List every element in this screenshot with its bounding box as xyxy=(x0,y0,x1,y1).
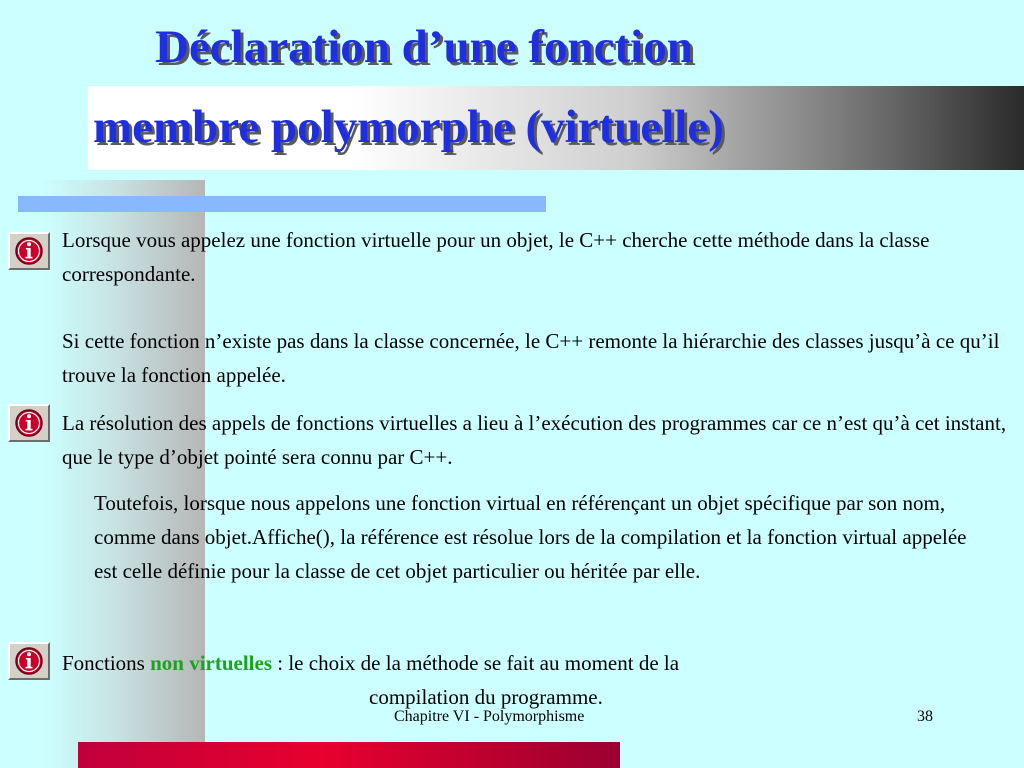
title-underline-bar xyxy=(18,196,546,212)
bullet-suffix-text: : le choix de la méthode se fait au moment de la xyxy=(272,651,680,675)
bullet-prefix-text: Fonctions xyxy=(62,651,151,675)
info-icon xyxy=(8,232,50,270)
footer-page-number: 38 xyxy=(917,708,933,725)
bullet-paragraph-4 xyxy=(62,646,962,680)
slide-title-line1: Déclaration d’une fonction xyxy=(155,21,693,73)
bullet-paragraph-2: Si cette fonction n’existe pas dans la classe concernée, le C++ remonte la hiérarchie des classes jusqu’à ce qu’il trouve la fonction appelée. xyxy=(62,329,1000,387)
bullet-paragraph-1: Lorsque vous appelez une fonction virtuelle pour un objet, le C++ cherche cette méthode dans la classe correspondante. xyxy=(62,228,930,286)
sub-paragraph: Toutefois, lorsque nous appelons une fonction virtual en référençant un objet spécifique par son nom, comme dans objet.Affiche(), la référence est résolue lors de la compilation et la fonction virtual appelée est celle définie pour la classe de cet objet particulier ou héritée par elle. xyxy=(94,491,967,583)
highlighted-term: non virtuelles xyxy=(150,651,273,675)
info-icon xyxy=(8,642,50,680)
info-icon xyxy=(8,404,50,442)
footer-chapter-title: Chapitre VI - Polymorphisme xyxy=(394,708,585,725)
bullet-continuation-text: compilation du programme. xyxy=(369,685,603,709)
bullet-paragraph-3: La résolution des appels de fonctions virtuelles a lieu à l’exécution des programmes car ce n’est qu’à cet instant, que le type d’objet pointé sera connu par C++. xyxy=(62,411,1007,469)
slide-title-line2: membre polymorphe (virtuelle) xyxy=(93,101,724,153)
bottom-accent-bar xyxy=(78,742,620,768)
